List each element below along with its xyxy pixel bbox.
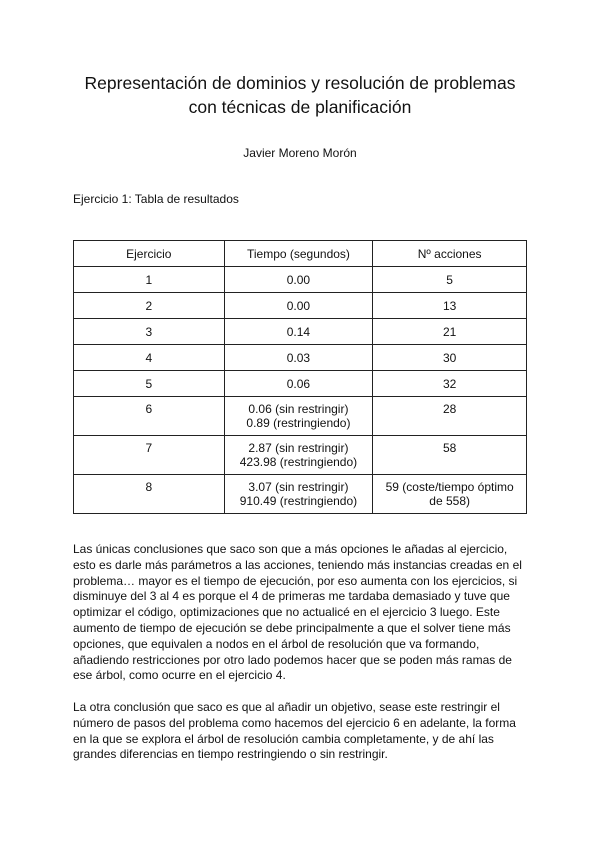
table-row xyxy=(74,293,527,319)
paragraph-line: Las únicas conclusiones que saco son que a más opciones le añadas al ejercicio, xyxy=(73,542,508,556)
cell-acciones xyxy=(373,319,527,345)
cell-acciones-line: 58 xyxy=(442,441,457,455)
section-label: Ejercicio 1: Tabla de resultados xyxy=(73,192,239,206)
paragraph-line: problema… mayor es el tiempo de ejecución, por eso aumenta con los ejercicios, si xyxy=(73,573,518,588)
results-table xyxy=(73,240,527,514)
cell-ejercicio: 5 xyxy=(74,371,225,397)
cell-acciones-line: 21 xyxy=(442,324,457,339)
table-header-row xyxy=(74,241,527,267)
paragraph-line: ese árbol, como ocurre en el ejercicio 4. xyxy=(73,668,286,683)
cell-tiempo-line: 423.98 (restringiendo) xyxy=(239,455,358,469)
paragraph-line: grandes diferencias en tiempo restringiendo o sin restringir. xyxy=(73,747,388,762)
paragraph-line: disminuye del 3 al 4 es porque el 4 de primeras me tardaba demasiado y tuve que xyxy=(73,589,510,604)
header-acciones: Nº acciones xyxy=(373,241,527,267)
cell-tiempo-line: 0.00 xyxy=(286,298,311,313)
cell-acciones xyxy=(373,397,527,436)
paragraph-line: esto es darle más parámetros a las acciones, teniendo más instancias creadas en el xyxy=(73,557,522,572)
document-author: Javier Moreno Morón xyxy=(243,146,357,160)
cell-tiempo xyxy=(224,436,373,475)
table-row xyxy=(74,345,527,371)
cell-tiempo xyxy=(224,475,373,514)
paragraph-line: aumento de tiempo de ejecución se debe principalmente a que el solver tiene más xyxy=(73,620,511,635)
paragraph-line: optimizar el código, optimizaciones que no actualicé en el ejercicio 3 luego. Este xyxy=(73,605,500,620)
cell-tiempo-line: 0.00 xyxy=(286,272,311,287)
paragraph-line: añadiendo restricciones por otro lado podemos hacer que se poden más ramas de xyxy=(73,652,512,667)
cell-tiempo-line: 0.06 (sin restringir) xyxy=(248,402,349,416)
table-row xyxy=(74,371,527,397)
cell-acciones-line: 59 (coste/tiempo óptimo xyxy=(385,480,514,494)
cell-ejercicio: 6 xyxy=(74,397,225,436)
cell-tiempo-line: 0.89 (restringiendo) xyxy=(246,416,351,430)
cell-ejercicio: 4 xyxy=(74,345,225,371)
cell-tiempo xyxy=(224,397,373,436)
cell-tiempo xyxy=(224,319,373,345)
cell-acciones-line: 32 xyxy=(442,376,457,391)
cell-ejercicio: 8 xyxy=(74,475,225,514)
cell-ejercicio: 3 xyxy=(74,319,225,345)
table-row xyxy=(74,436,527,475)
cell-tiempo-line: 910.49 (restringiendo) xyxy=(239,494,358,508)
header-tiempo: Tiempo (segundos) xyxy=(224,241,373,267)
header-ejercicio: Ejercicio xyxy=(74,241,225,267)
cell-tiempo-line: 0.03 xyxy=(286,350,311,365)
cell-acciones-line: 13 xyxy=(442,298,457,313)
cell-acciones-line: 28 xyxy=(442,402,457,416)
cell-tiempo-line: 0.06 xyxy=(286,376,311,391)
document-title-line-1: Representación de dominios y resolución de problemas xyxy=(84,73,516,93)
cell-tiempo xyxy=(224,345,373,371)
table-row xyxy=(74,475,527,514)
cell-tiempo xyxy=(224,293,373,319)
cell-acciones xyxy=(373,371,527,397)
paragraph-1 xyxy=(73,542,533,684)
cell-acciones-line: de 558) xyxy=(429,494,470,508)
cell-tiempo xyxy=(224,267,373,293)
cell-ejercicio: 7 xyxy=(74,436,225,475)
paragraph-line: La otra conclusión que saco es que al añadir un objetivo, sease este restringir el xyxy=(73,700,500,714)
cell-tiempo-line: 2.87 (sin restringir) xyxy=(248,441,349,455)
cell-acciones xyxy=(373,436,527,475)
paragraph-line: opciones, que equivalen a nodos en el árbol de resolución que va formando, xyxy=(73,636,480,651)
table-row xyxy=(74,397,527,436)
cell-acciones-line: 30 xyxy=(442,350,457,365)
paragraph-line: número de pasos del problema como hacemos del ejercicio 6 en adelante, la forma xyxy=(73,715,516,730)
cell-acciones xyxy=(373,293,527,319)
document-title-line-2: con técnicas de planificación xyxy=(188,97,412,117)
cell-acciones xyxy=(373,475,527,514)
cell-acciones-line: 5 xyxy=(446,272,453,287)
document-title xyxy=(40,71,560,119)
table-body xyxy=(74,267,527,514)
cell-acciones xyxy=(373,345,527,371)
table-row xyxy=(74,319,527,345)
cell-tiempo-line: 0.14 xyxy=(286,324,311,339)
table-row xyxy=(74,267,527,293)
paragraph-line: en la que se explora el árbol de resolución cambia completamente, y de ahí las xyxy=(73,731,494,746)
cell-ejercicio: 1 xyxy=(74,267,225,293)
cell-tiempo-line: 3.07 (sin restringir) xyxy=(248,480,349,494)
paragraph-2 xyxy=(73,700,533,763)
cell-acciones xyxy=(373,267,527,293)
cell-tiempo xyxy=(224,371,373,397)
cell-ejercicio: 2 xyxy=(74,293,225,319)
